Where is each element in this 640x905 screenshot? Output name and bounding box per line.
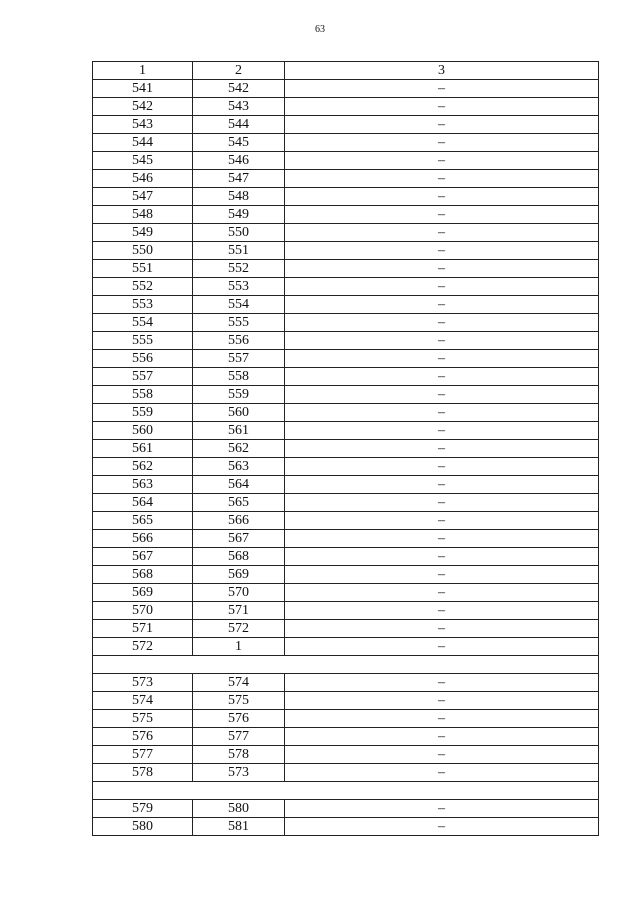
table-cell-col-3: – bbox=[285, 134, 599, 152]
table-cell-col-2: 1 bbox=[193, 638, 285, 656]
table-cell-col-3: – bbox=[285, 566, 599, 584]
table-row bbox=[93, 80, 599, 98]
table-cell-col-1: 556 bbox=[93, 350, 193, 368]
table-cell-col-2: 548 bbox=[193, 188, 285, 206]
table-row bbox=[93, 188, 599, 206]
table-cell-col-2: 563 bbox=[193, 458, 285, 476]
table-cell-col-3: – bbox=[285, 242, 599, 260]
table-row bbox=[93, 494, 599, 512]
table-cell-col-2: 546 bbox=[193, 152, 285, 170]
table-header-row bbox=[93, 62, 599, 80]
table-cell-col-1: 561 bbox=[93, 440, 193, 458]
table-row bbox=[93, 548, 599, 566]
table-cell-col-3: – bbox=[285, 206, 599, 224]
table-cell-col-2: 552 bbox=[193, 260, 285, 278]
table-row bbox=[93, 206, 599, 224]
table-cell-col-1: 564 bbox=[93, 494, 193, 512]
table-cell-col-1: 549 bbox=[93, 224, 193, 242]
table-cell-col-3: – bbox=[285, 584, 599, 602]
table-cell-col-1: 571 bbox=[93, 620, 193, 638]
section-separator-row bbox=[93, 782, 599, 800]
table-row bbox=[93, 404, 599, 422]
table-row bbox=[93, 422, 599, 440]
table-cell-col-1: 543 bbox=[93, 116, 193, 134]
table-cell-col-1: 577 bbox=[93, 746, 193, 764]
table-cell-col-3: – bbox=[285, 602, 599, 620]
table-row bbox=[93, 638, 599, 656]
table-cell-col-3: – bbox=[285, 386, 599, 404]
table-cell-col-2: 573 bbox=[193, 764, 285, 782]
table-cell-col-1: 553 bbox=[93, 296, 193, 314]
table-cell-col-3: – bbox=[285, 674, 599, 692]
table-cell-col-1: 563 bbox=[93, 476, 193, 494]
table-cell-col-1: 541 bbox=[93, 80, 193, 98]
table-cell-col-3: – bbox=[285, 368, 599, 386]
table-cell-col-3: – bbox=[285, 458, 599, 476]
table-row bbox=[93, 728, 599, 746]
table-cell-col-1: 546 bbox=[93, 170, 193, 188]
table-row bbox=[93, 458, 599, 476]
table-cell-col-3: – bbox=[285, 620, 599, 638]
table-row bbox=[93, 260, 599, 278]
table-cell-col-1: 542 bbox=[93, 98, 193, 116]
table-cell-col-1: 547 bbox=[93, 188, 193, 206]
table-cell-col-3: – bbox=[285, 728, 599, 746]
section-separator-cell bbox=[93, 782, 599, 800]
table-cell-col-3: – bbox=[285, 764, 599, 782]
table-cell-col-2: 581 bbox=[193, 818, 285, 836]
table-cell-col-3: – bbox=[285, 350, 599, 368]
table-body bbox=[93, 80, 599, 836]
table-cell-col-3: – bbox=[285, 314, 599, 332]
table-cell-col-2: 551 bbox=[193, 242, 285, 260]
table-cell-col-1: 558 bbox=[93, 386, 193, 404]
table-cell-col-2: 557 bbox=[193, 350, 285, 368]
table-cell-col-1: 544 bbox=[93, 134, 193, 152]
table-cell-col-3: – bbox=[285, 152, 599, 170]
table-cell-col-2: 578 bbox=[193, 746, 285, 764]
table-cell-col-1: 569 bbox=[93, 584, 193, 602]
table-cell-col-3: – bbox=[285, 512, 599, 530]
table-cell-col-2: 542 bbox=[193, 80, 285, 98]
table-cell-col-1: 550 bbox=[93, 242, 193, 260]
table-cell-col-1: 572 bbox=[93, 638, 193, 656]
table-row bbox=[93, 620, 599, 638]
table-cell-col-1: 560 bbox=[93, 422, 193, 440]
table-row bbox=[93, 296, 599, 314]
table-cell-col-2: 553 bbox=[193, 278, 285, 296]
table-cell-col-2: 570 bbox=[193, 584, 285, 602]
table-row bbox=[93, 134, 599, 152]
table-cell-col-2: 559 bbox=[193, 386, 285, 404]
table-row bbox=[93, 692, 599, 710]
table-cell-col-1: 579 bbox=[93, 800, 193, 818]
table-cell-col-2: 543 bbox=[193, 98, 285, 116]
table-cell-col-2: 571 bbox=[193, 602, 285, 620]
table-cell-col-3: – bbox=[285, 116, 599, 134]
table-cell-col-2: 576 bbox=[193, 710, 285, 728]
table-row bbox=[93, 386, 599, 404]
table-row bbox=[93, 584, 599, 602]
table-row bbox=[93, 566, 599, 584]
table-cell-col-1: 545 bbox=[93, 152, 193, 170]
table-row bbox=[93, 242, 599, 260]
page-number: 63 bbox=[315, 24, 325, 35]
table-cell-col-2: 568 bbox=[193, 548, 285, 566]
table-cell-col-1: 555 bbox=[93, 332, 193, 350]
table-cell-col-3: – bbox=[285, 170, 599, 188]
table-cell-col-1: 574 bbox=[93, 692, 193, 710]
table-row bbox=[93, 152, 599, 170]
table-row bbox=[93, 530, 599, 548]
table-cell-col-3: – bbox=[285, 746, 599, 764]
table-row bbox=[93, 710, 599, 728]
column-header-2: 2 bbox=[193, 62, 285, 80]
table-cell-col-3: – bbox=[285, 638, 599, 656]
column-header-3: 3 bbox=[285, 62, 599, 80]
table-cell-col-1: 573 bbox=[93, 674, 193, 692]
table-cell-col-1: 578 bbox=[93, 764, 193, 782]
table-cell-col-2: 554 bbox=[193, 296, 285, 314]
table-cell-col-2: 580 bbox=[193, 800, 285, 818]
table-cell-col-3: – bbox=[285, 296, 599, 314]
table-cell-col-1: 552 bbox=[93, 278, 193, 296]
table-row bbox=[93, 674, 599, 692]
table-row bbox=[93, 278, 599, 296]
table-cell-col-2: 565 bbox=[193, 494, 285, 512]
table-cell-col-2: 569 bbox=[193, 566, 285, 584]
table-cell-col-3: – bbox=[285, 98, 599, 116]
table-cell-col-3: – bbox=[285, 260, 599, 278]
table-cell-col-3: – bbox=[285, 692, 599, 710]
table-cell-col-3: – bbox=[285, 818, 599, 836]
table-cell-col-1: 570 bbox=[93, 602, 193, 620]
table-cell-col-3: – bbox=[285, 494, 599, 512]
table-cell-col-3: – bbox=[285, 530, 599, 548]
table-cell-col-1: 554 bbox=[93, 314, 193, 332]
table-cell-col-2: 547 bbox=[193, 170, 285, 188]
table-cell-col-1: 548 bbox=[93, 206, 193, 224]
table-cell-col-3: – bbox=[285, 278, 599, 296]
table-cell-col-2: 572 bbox=[193, 620, 285, 638]
table-cell-col-2: 544 bbox=[193, 116, 285, 134]
table-row bbox=[93, 764, 599, 782]
table-cell-col-3: – bbox=[285, 188, 599, 206]
table-row bbox=[93, 314, 599, 332]
table-cell-col-2: 574 bbox=[193, 674, 285, 692]
table-row bbox=[93, 512, 599, 530]
table-cell-col-2: 566 bbox=[193, 512, 285, 530]
table-row bbox=[93, 170, 599, 188]
table-cell-col-3: – bbox=[285, 404, 599, 422]
table-cell-col-1: 551 bbox=[93, 260, 193, 278]
table-row bbox=[93, 332, 599, 350]
table-cell-col-2: 564 bbox=[193, 476, 285, 494]
table-cell-col-3: – bbox=[285, 440, 599, 458]
table-row bbox=[93, 116, 599, 134]
table-cell-col-1: 580 bbox=[93, 818, 193, 836]
table-cell-col-3: – bbox=[285, 548, 599, 566]
table-row bbox=[93, 368, 599, 386]
table-cell-col-1: 559 bbox=[93, 404, 193, 422]
table-cell-col-1: 576 bbox=[93, 728, 193, 746]
table-cell-col-3: – bbox=[285, 224, 599, 242]
table-row bbox=[93, 602, 599, 620]
section-separator-cell bbox=[93, 656, 599, 674]
section-separator-row bbox=[93, 656, 599, 674]
table-row bbox=[93, 818, 599, 836]
table-cell-col-3: – bbox=[285, 80, 599, 98]
table-cell-col-2: 562 bbox=[193, 440, 285, 458]
table-cell-col-2: 577 bbox=[193, 728, 285, 746]
table-cell-col-3: – bbox=[285, 710, 599, 728]
table-row bbox=[93, 800, 599, 818]
table-row bbox=[93, 224, 599, 242]
table-cell-col-2: 560 bbox=[193, 404, 285, 422]
table-cell-col-1: 575 bbox=[93, 710, 193, 728]
table-cell-col-3: – bbox=[285, 332, 599, 350]
table-row bbox=[93, 440, 599, 458]
table-cell-col-3: – bbox=[285, 476, 599, 494]
table-row bbox=[93, 98, 599, 116]
table-cell-col-1: 557 bbox=[93, 368, 193, 386]
table-cell-col-2: 575 bbox=[193, 692, 285, 710]
table-cell-col-2: 558 bbox=[193, 368, 285, 386]
table-cell-col-2: 545 bbox=[193, 134, 285, 152]
table-cell-col-1: 565 bbox=[93, 512, 193, 530]
table-cell-col-2: 550 bbox=[193, 224, 285, 242]
table-cell-col-2: 567 bbox=[193, 530, 285, 548]
column-header-1: 1 bbox=[93, 62, 193, 80]
table-row bbox=[93, 350, 599, 368]
table-cell-col-1: 562 bbox=[93, 458, 193, 476]
table-cell-col-1: 566 bbox=[93, 530, 193, 548]
table-row bbox=[93, 476, 599, 494]
table-cell-col-3: – bbox=[285, 800, 599, 818]
table-cell-col-2: 561 bbox=[193, 422, 285, 440]
data-table bbox=[92, 61, 599, 836]
table-cell-col-2: 555 bbox=[193, 314, 285, 332]
table-row bbox=[93, 746, 599, 764]
table-cell-col-2: 549 bbox=[193, 206, 285, 224]
table-cell-col-1: 568 bbox=[93, 566, 193, 584]
table-cell-col-2: 556 bbox=[193, 332, 285, 350]
table-cell-col-3: – bbox=[285, 422, 599, 440]
table-cell-col-1: 567 bbox=[93, 548, 193, 566]
